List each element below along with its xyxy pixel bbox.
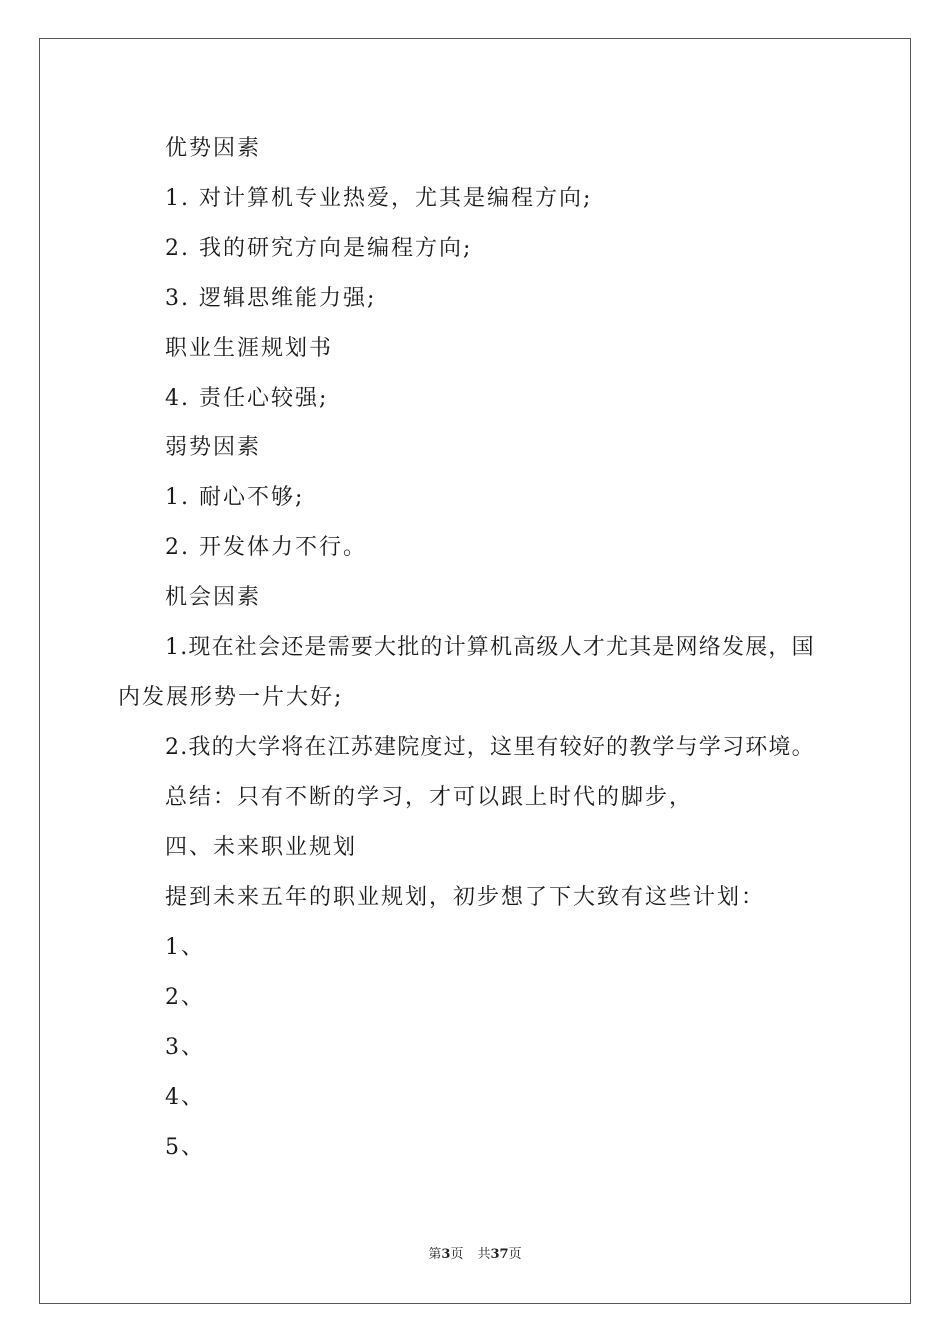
footer-page-prefix: 第 (428, 1247, 442, 1262)
strength-item-2: 2. 我的研究方向是编程方向; (165, 236, 473, 261)
opportunity-item-1-continued: 内发展形势一片大好; (118, 685, 344, 710)
plan-intro: 提到未来五年的职业规划，初步想了下大致有这些计划： (165, 885, 766, 910)
weakness-item-2: 2. 开发体力不行。 (165, 535, 367, 560)
weakness-item-1: 1. 耐心不够; (165, 485, 305, 510)
heading-weaknesses: 弱势因素 (165, 435, 262, 460)
plan-item-3: 3、 (165, 1035, 205, 1060)
plan-item-4: 4、 (165, 1085, 205, 1110)
footer-page-number: 3 (441, 1247, 451, 1262)
summary-line: 总结：只有不断的学习，才可以跟上时代的脚步， (165, 785, 694, 810)
section-label-career-plan: 职业生涯规划书 (165, 336, 334, 361)
footer-page-suffix: 页 (450, 1247, 464, 1262)
page-border (39, 38, 911, 1304)
plan-item-1: 1、 (165, 935, 205, 960)
opportunity-item-2: 2.我的大学将在江苏建院度过，这里有较好的教学与学习环境。 (165, 735, 815, 760)
footer-total-prefix: 共 (477, 1247, 491, 1262)
heading-future-career-plan: 四、未来职业规划 (165, 835, 358, 860)
heading-strengths: 优势因素 (165, 136, 262, 161)
plan-item-5: 5、 (165, 1135, 205, 1160)
opportunity-item-1: 1.现在社会还是需要大批的计算机高级人才尤其是网络发展，国 (165, 635, 815, 660)
footer-total-number: 37 (490, 1247, 509, 1262)
page-footer (0, 1246, 950, 1264)
heading-opportunities: 机会因素 (165, 585, 262, 610)
strength-item-1: 1. 对计算机专业热爱，尤其是编程方向; (165, 186, 593, 211)
plan-item-2: 2、 (165, 985, 205, 1010)
strength-item-3: 3. 逻辑思维能力强; (165, 286, 377, 311)
footer-total-suffix: 页 (508, 1247, 522, 1262)
strength-item-4: 4. 责任心较强; (165, 386, 329, 411)
